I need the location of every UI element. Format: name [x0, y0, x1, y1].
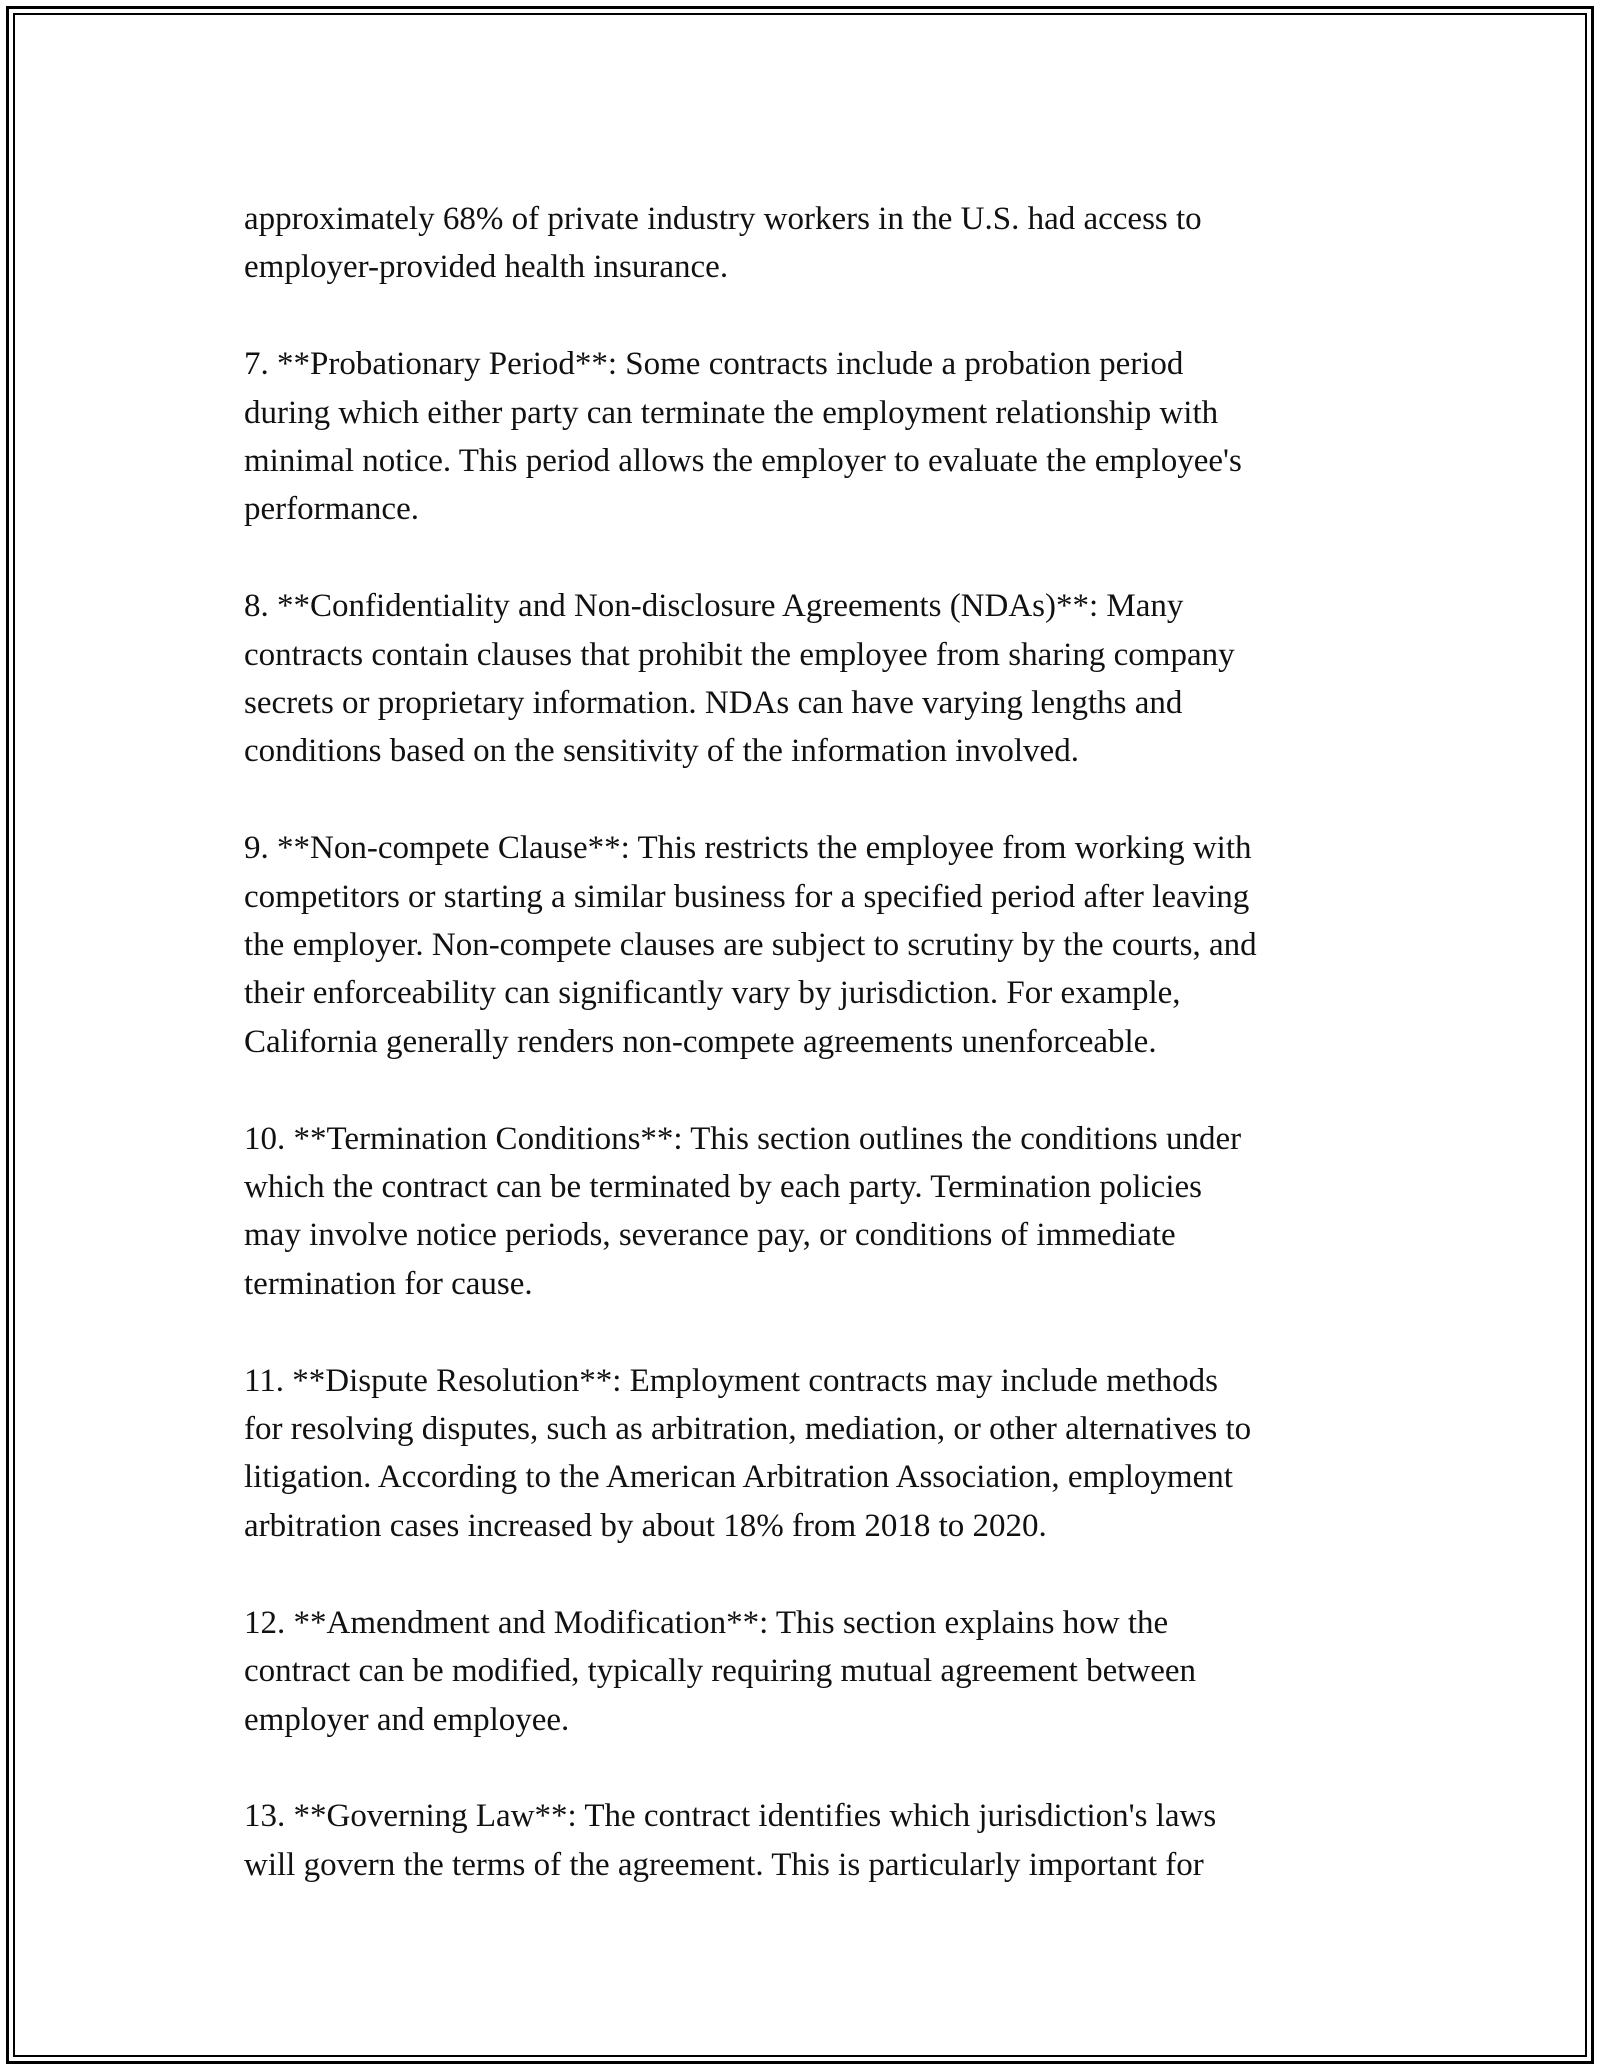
paragraph-probationary-period: 7. **Probationary Period**: Some contracts include a probation period during which either party can terminate the employment relationship with minimal notice. This period allows the employer to evaluate the employee's performance. — [244, 346, 1242, 528]
paragraph-governing-law: 13. **Governing Law**: The contract identifies which jurisdiction's laws will govern the terms of the agreement. This is particularly important for — [244, 1798, 1217, 1883]
document-body — [244, 195, 1394, 1889]
paragraph-health-insurance-continuation: approximately 68% of private industry workers in the U.S. had access to employer-provided health insurance. — [244, 201, 1202, 286]
paragraph-dispute-resolution: 11. **Dispute Resolution**: Employment contracts may include methods for resolving disputes, such as arbitration, mediation, or other alternatives to litigation. According to the American Arbitration Association, employment arbitration cases increased by about 18% from 2018 to 2020. — [244, 1362, 1252, 1544]
paragraph-termination-conditions: 10. **Termination Conditions**: This section outlines the conditions under which the contract can be terminated by each party. Termination policies may involve notice periods, severance pay, or conditions of immediate termination for cause. — [244, 1120, 1242, 1302]
paragraph-confidentiality-nda: 8. **Confidentiality and Non-disclosure Agreements (NDAs)**: Many contracts contain clauses that prohibit the employee from sharing company secrets or proprietary information. NDAs can have varying lengths and conditions based on the sensitivity of the information involved. — [244, 588, 1235, 770]
paragraph-non-compete: 9. **Non-compete Clause**: This restricts the employee from working with competitors or starting a similar business for a specified period after leaving the employer. Non-compete clauses are subject to scrutiny by the courts, and their enforceability can significantly vary by jurisdiction. For example, California generally renders non-compete agreements unenforceable. — [244, 830, 1257, 1060]
page-frame — [6, 6, 1594, 2064]
paragraph-amendment-modification: 12. **Amendment and Modification**: This section explains how the contract can be modified, typically requiring mutual agreement between employer and employee. — [244, 1604, 1197, 1738]
